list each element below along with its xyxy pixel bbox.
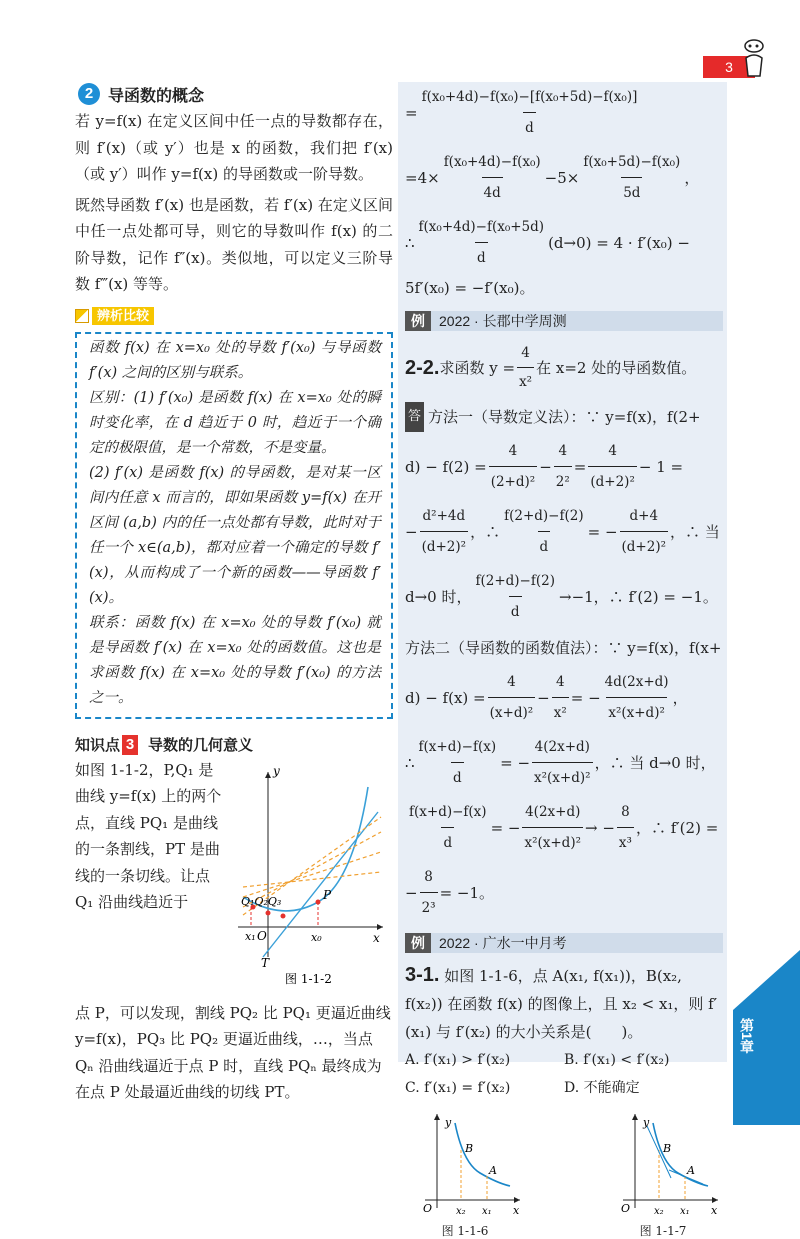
page-number: 3	[703, 56, 755, 78]
secant-tangent-figure	[223, 757, 393, 1002]
paragraph-higher-derivative: 既然导函数 f′(x) 也是函数，若 f′(x) 在定义区间中任一点处都可导，则它的导数叫作 f(x) 的二阶导数，记作 f″(x)。类似地，可以定义三阶导数 f‴(x) 等等。	[75, 195, 393, 293]
fraction	[552, 667, 569, 728]
solution-text: −	[405, 883, 418, 902]
fraction	[581, 147, 682, 208]
fraction	[417, 212, 547, 273]
kp-number: 3	[122, 735, 138, 755]
figure-origin-label: O	[257, 928, 267, 943]
figure-q-labels: Q₁Q₂Q₃	[241, 894, 282, 908]
decreasing-curve-graph	[405, 1108, 525, 1218]
fraction	[603, 667, 671, 728]
fraction	[620, 501, 669, 562]
figure-x0-label: x₀	[311, 930, 322, 944]
calc-text: −5×	[544, 168, 580, 187]
figure-y-label: y	[273, 763, 280, 778]
denominator: x²	[517, 367, 534, 396]
graph-caption-1: 图 1-1-6	[441, 1224, 489, 1238]
solution-text: → −	[585, 818, 615, 837]
numerator: 4d(2x+d)	[604, 674, 669, 690]
solution-text: ，∴ 当	[670, 522, 720, 541]
fraction	[617, 797, 634, 858]
example-bar-1	[405, 311, 723, 331]
numerator: 8	[621, 804, 630, 820]
calc-text: ，	[684, 168, 700, 187]
numerator: d+4	[629, 508, 659, 524]
solution-text: =	[573, 457, 587, 476]
graph-1-1-7	[603, 1108, 723, 1239]
section-title: 导函数的概念	[108, 87, 205, 105]
fraction	[420, 82, 640, 143]
numerator: f(x₀+4d)−f(x₀+5d)	[418, 219, 545, 235]
solution-text: ，∴ 当 d→0 时，	[594, 753, 716, 772]
denominator: x³	[617, 827, 634, 858]
denominator: (d+2)²	[588, 466, 637, 497]
denominator: (d+2)²	[420, 531, 469, 562]
solution-text: = −1。	[439, 883, 495, 902]
figure-caption: 图 1-1-2	[285, 971, 332, 986]
question-text: 如图 1-1-6，点 A(x₁, f(x₁))，B(x₂, f(x₂)) 在函数 f(x) 的图像上，且 x₂ < x₁，则 f′(x₁) 与 f′(x₂) 的大小关系是( )。	[405, 967, 718, 1041]
compare-diff-1: 区别：(1) f′(x₀) 是函数 f(x) 在 x=x₀ 处的瞬时变化率，在 d 趋近于 0 时，趋近于一个确定的极限值，是一个常数，不是变量。	[89, 389, 381, 456]
fraction	[420, 501, 469, 562]
solution-text: −	[537, 688, 550, 707]
compare-box	[75, 332, 393, 719]
calc-text: =4×	[405, 168, 440, 187]
figure-text: 如图 1-1-2，P,Q₁ 是曲线 y=f(x) 上的两个点，直线 PQ₁ 是曲线的一条割线，PT 是曲线的一条切线。让点 Q₁ 沿曲线趋近于	[75, 760, 222, 911]
left-column	[75, 80, 393, 1106]
denominator: 2²	[554, 466, 572, 497]
graph-x-label: x	[513, 1204, 520, 1217]
fraction	[489, 436, 538, 497]
solution-text: ∴	[405, 753, 415, 772]
option-a[interactable]: A. f′(x₁) > f′(x₂)	[405, 1052, 511, 1068]
figure-area	[75, 757, 393, 1002]
fraction	[532, 732, 593, 793]
graph-origin-label: O	[621, 1202, 631, 1215]
example-source: 2022 · 广水一中月考	[439, 935, 567, 951]
tangent-conclusion: 点 P，可以发现，割线 PQ₂ 比 PQ₁ 更逼近曲线 y=f(x)，PQ₃ 比 PQ₂ 更逼近曲线，…，当点 Qₙ 沿曲线逼近于点 P 时，直线 PQₙ 最终成为在点 P 处最逼近曲线的切线 PT。	[75, 1003, 391, 1101]
solution-text: d) − f(x) =	[405, 688, 486, 707]
solution-text: 方法一（导数定义法）：∵ y=f(x)，f(2+	[428, 408, 701, 426]
solution-text: ，∴	[470, 522, 501, 541]
numerator: f(2+d)−f(2)	[504, 508, 584, 524]
section-heading	[75, 80, 393, 108]
denominator: d	[451, 762, 464, 793]
compare-tag	[75, 306, 393, 326]
question-3-1	[405, 961, 723, 1046]
solution-text: d) − f(2) =	[405, 457, 487, 476]
solution-text: − 1 =	[638, 457, 684, 476]
graph-origin-label: O	[423, 1202, 433, 1215]
graph-x2-label: x₂	[456, 1206, 466, 1217]
numerator: f(x+d)−f(x)	[409, 804, 487, 820]
numerator: 4	[558, 443, 568, 459]
calc-text: ∴	[405, 233, 415, 252]
method-2-line-3	[405, 732, 723, 793]
question-number: 2-2.	[405, 356, 440, 379]
example-tag: 例	[405, 311, 431, 331]
answer-options	[405, 1046, 723, 1102]
numerator: 8	[424, 869, 433, 885]
fraction	[420, 862, 438, 923]
method-2-line-5	[405, 862, 723, 923]
solution-text: = −	[570, 688, 601, 707]
numerator: 4	[555, 674, 565, 690]
graph-y-label: y	[445, 1116, 452, 1129]
section-badge: 2	[78, 83, 100, 105]
solution-text: −	[405, 522, 418, 541]
solution-text: 方法二（导函数的函数值法）：∵ y=f(x)，f(x+	[405, 639, 722, 657]
solution-text: →−1，∴ f′(2) = −1。	[559, 587, 718, 606]
calc-text: 5f′(x₀) = −f′(x₀)。	[405, 279, 535, 297]
method-2-line-2	[405, 667, 723, 728]
graph-x2-label: x₂	[654, 1206, 664, 1217]
denominator: d	[538, 531, 551, 562]
denominator: d	[441, 827, 454, 858]
figure-t-label: T	[261, 955, 270, 970]
graph-a-label: A	[687, 1164, 695, 1177]
numerator: 4	[507, 674, 516, 690]
compare-intro: 函数 f(x) 在 x=x₀ 处的导数 f′(x₀) 与导函数 f′(x) 之间的区别与联系。	[89, 339, 381, 381]
numerator: f(2+d)−f(2)	[475, 573, 555, 589]
numerator: 4	[521, 345, 530, 361]
graph-b-label: B	[465, 1142, 474, 1155]
numerator: 4	[608, 443, 617, 459]
compare-link: 联系：函数 f(x) 在 x=x₀ 处的导数 f′(x₀) 就是导函数 f′(x) 在 x=x₀ 处的函数值。这也是求函数 f(x) 在 x=x₀ 处的导数 f′(x₀) 的方法之一。	[89, 614, 381, 706]
compare-diff-2: (2) f′(x) 是函数 f(x) 的导函数，是对某一区间内任意 x 而言的，即如果函数 y=f(x) 在开区间 (a,b) 内的任一点处都有导数，此时对于任一个 x∈(a,b)，都对应着一个确定的导数 f′(x)，从而构成了一个新的函数——导函数 f′(x)。	[89, 464, 381, 606]
graph-a-label: A	[489, 1164, 497, 1177]
numerator: f(x+d)−f(x)	[418, 739, 497, 755]
solution-text: = −	[490, 818, 521, 837]
calc-text: (d→0) = 4 · f′(x₀) −	[548, 233, 690, 252]
fraction	[502, 501, 586, 562]
calc-line-2	[405, 147, 723, 208]
fraction	[522, 797, 583, 858]
denominator: d	[475, 242, 488, 273]
method-1-line-2	[405, 436, 723, 497]
example-source: 2022 · 长郡中学周测	[439, 313, 567, 329]
numerator: 4(2x+d)	[525, 804, 581, 820]
example-bar-2	[405, 933, 723, 953]
denominator: (x+d)²	[488, 697, 536, 728]
kp-prefix: 知识点	[75, 737, 121, 754]
calc-line-4	[405, 273, 723, 303]
figure-p-label: P	[323, 887, 332, 902]
graph-1-1-6	[405, 1108, 525, 1239]
graph-caption-2: 图 1-1-7	[639, 1224, 687, 1238]
chapter-label: 第1章	[739, 1018, 755, 1054]
denominator: (d+2)²	[620, 531, 669, 562]
method-1-line-3	[405, 501, 723, 562]
option-graphs	[405, 1108, 723, 1239]
method-1-intro	[405, 402, 723, 432]
paragraph-derivative-def: 若 y=f(x) 在定义区间中任一点的导数都存在，则 f′(x)（或 y′）也是 x 的函数，我们把 f′(x)（或 y′）叫作 y=f(x) 的导函数或一阶导数。	[75, 112, 393, 183]
knowledge-point-heading	[75, 733, 393, 757]
calc-text: =	[405, 103, 418, 122]
fraction	[417, 732, 499, 793]
answer-tag: 答	[405, 402, 424, 432]
solution-text: d→0 时，	[405, 587, 472, 606]
numerator: f(x₀+4d)−f(x₀)	[443, 154, 541, 170]
question-2-2	[405, 339, 723, 396]
graph-y-label: y	[643, 1116, 650, 1129]
method-2-intro	[405, 633, 723, 663]
numerator: f(x₀+5d)−f(x₀)	[583, 154, 681, 170]
numerator: 4(2x+d)	[534, 739, 590, 755]
denominator: x²(x+d)²	[606, 697, 667, 728]
compare-label: 辨析比较	[92, 307, 154, 325]
denominator: d	[509, 596, 522, 627]
pencil-icon	[75, 309, 89, 323]
denominator: 4d	[482, 177, 503, 208]
denominator: (2+d)²	[489, 466, 538, 497]
graph-x1-label: x₁	[482, 1206, 492, 1217]
calc-line-1	[405, 82, 723, 143]
solution-text: = −	[500, 753, 531, 772]
option-d[interactable]: D. 不能确定	[564, 1080, 640, 1096]
fraction	[473, 566, 557, 627]
solution-text: ，	[672, 688, 688, 707]
denominator: x²	[552, 697, 569, 728]
option-c[interactable]: C. f′(x₁) = f′(x₂)	[405, 1080, 511, 1096]
graph-b-label: B	[663, 1142, 672, 1155]
numerator: d²+4d	[422, 508, 466, 524]
method-2-line-4	[405, 797, 723, 858]
fraction	[588, 436, 637, 497]
figure-x-label: x	[373, 930, 380, 945]
right-column	[405, 82, 723, 1239]
fraction	[442, 147, 543, 208]
fraction	[554, 436, 572, 497]
question-number: 3-1.	[405, 964, 440, 986]
solution-text: ，∴ f′(2) =	[635, 818, 719, 837]
question-text: 在 x=2 处的导函数值。	[536, 358, 697, 377]
fraction	[517, 339, 534, 396]
figure-x1-label: x₁	[245, 929, 256, 943]
fraction	[488, 667, 536, 728]
fraction	[407, 797, 489, 858]
denominator: x²(x+d)²	[522, 827, 583, 858]
question-text: 求函数 y =	[439, 358, 516, 377]
calc-line-3	[405, 212, 723, 273]
denominator: 2³	[420, 892, 438, 923]
denominator: x²(x+d)²	[532, 762, 593, 793]
numerator: f(x₀+4d)−f(x₀)−[f(x₀+5d)−f(x₀)]	[421, 89, 638, 105]
denominator: d	[523, 112, 536, 143]
graph-x-label: x	[711, 1204, 718, 1217]
decreasing-curve-graph-tangent	[603, 1108, 723, 1218]
denominator: 5d	[621, 177, 642, 208]
example-tag: 例	[405, 933, 431, 953]
solution-text: −	[539, 457, 552, 476]
graph-x1-label: x₁	[680, 1206, 690, 1217]
mascot-icon	[742, 38, 766, 78]
numerator: 4	[508, 443, 518, 459]
option-b[interactable]: B. f′(x₁) < f′(x₂)	[564, 1052, 670, 1068]
method-1-line-4	[405, 566, 723, 627]
solution-text: = −	[587, 522, 618, 541]
kp-title: 导数的几何意义	[148, 737, 254, 754]
